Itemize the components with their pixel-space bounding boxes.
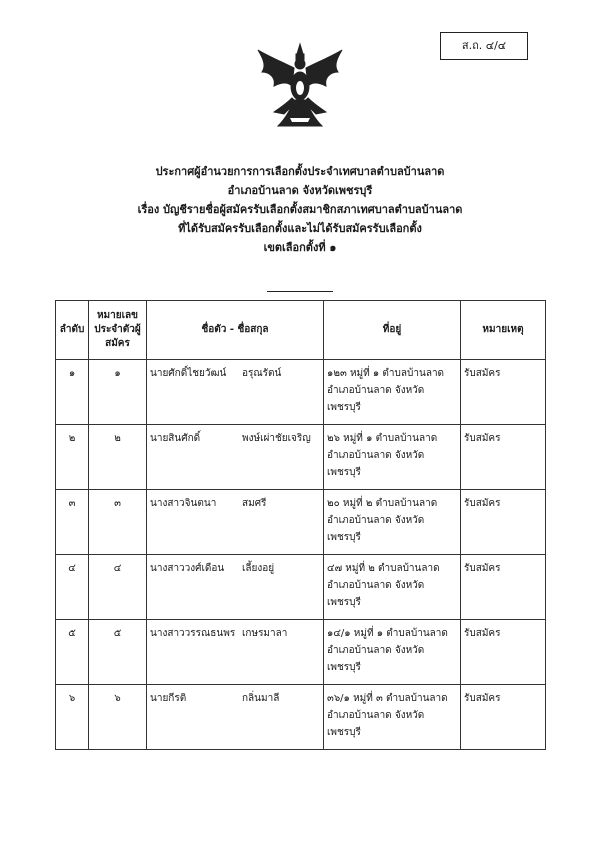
row-remark: รับสมัคร (461, 425, 546, 490)
heading-divider (267, 291, 333, 292)
heading-line-4: ที่ได้รับสมัครรับเลือกตั้งและไม่ได้รับสมัครรับเลือกตั้ง (178, 222, 422, 235)
heading-line-1: ประกาศผู้อำนวยการการเลือกตั้งประจำเทศบาลตำบลบ้านลาด (155, 165, 445, 178)
row-address: ๑๔/๑ หมู่ที่ ๑ ตำบลบ้านลาด อำเภอบ้านลาด จังหวัดเพชรบุรี (324, 620, 461, 685)
row-remark: รับสมัคร (461, 620, 546, 685)
table-row (56, 685, 546, 750)
last-name: เลี้ยงอยู่ (242, 563, 275, 574)
row-remark: รับสมัคร (461, 360, 546, 425)
row-name (147, 360, 324, 425)
table-header-row (56, 301, 546, 360)
row-address: ๔๗ หมู่ที่ ๒ ตำบลบ้านลาด อำเภอบ้านลาด จังหวัดเพชรบุรี (324, 555, 461, 620)
row-remark: รับสมัคร (461, 490, 546, 555)
row-name (147, 425, 324, 490)
first-name: นางสาวจินตนา (150, 498, 217, 509)
heading-line-3: เรื่อง บัญชีรายชื่อผู้สมัครรับเลือกตั้งสมาชิกสภาเทศบาลตำบลบ้านลาด (137, 203, 463, 216)
row-number: ๑ (89, 360, 147, 425)
row-address: ๒๐ หมู่ที่ ๒ ตำบลบ้านลาด อำเภอบ้านลาด จังหวัดเพชรบุรี (324, 490, 461, 555)
last-name: กลิ่นมาลี (242, 693, 280, 704)
table-row (56, 360, 546, 425)
row-order: ๒ (56, 425, 89, 490)
table-row (56, 425, 546, 490)
row-order: ๔ (56, 555, 89, 620)
col-order-header: ลำดับ (56, 301, 89, 360)
row-address: ๓๖/๑ หมู่ที่ ๓ ตำบลบ้านลาด อำเภอบ้านลาด จังหวัดเพชรบุรี (324, 685, 461, 750)
row-order: ๑ (56, 360, 89, 425)
row-name (147, 490, 324, 555)
row-number: ๒ (89, 425, 147, 490)
table-row (56, 555, 546, 620)
row-number: ๕ (89, 620, 147, 685)
last-name: อรุณรัตน์ (242, 368, 282, 379)
last-name: สมศรี (242, 498, 267, 509)
row-name (147, 685, 324, 750)
table-row (56, 620, 546, 685)
row-address: ๑๒๓ หมู่ที่ ๑ ตำบลบ้านลาด อำเภอบ้านลาด จังหวัดเพชรบุรี (324, 360, 461, 425)
row-order: ๖ (56, 685, 89, 750)
row-number: ๓ (89, 490, 147, 555)
row-name (147, 620, 324, 685)
row-number: ๔ (89, 555, 147, 620)
col-number-header: หมายเลขประจำตัวผู้สมัคร (89, 301, 147, 360)
col-remark-header: หมายเหตุ (461, 301, 546, 360)
col-name-header: ชื่อตัว - ชื่อสกุล (147, 301, 324, 360)
heading-line-2: อำเภอบ้านลาด จังหวัดเพชรบุรี (227, 184, 373, 197)
garuda-emblem-icon (254, 42, 346, 128)
col-address-header: ที่อยู่ (324, 301, 461, 360)
candidate-table (55, 300, 546, 750)
row-order: ๓ (56, 490, 89, 555)
last-name: เกษรมาลา (242, 628, 288, 639)
row-address: ๒๖ หมู่ที่ ๑ ตำบลบ้านลาด อำเภอบ้านลาด จังหวัดเพชรบุรี (324, 425, 461, 490)
table-row (56, 490, 546, 555)
last-name: พงษ์เผ่าชัยเจริญ (242, 433, 311, 444)
form-code-box: ส.ถ. ๔/๔ (440, 32, 528, 60)
row-remark: รับสมัคร (461, 685, 546, 750)
first-name: นายสินศักดิ์ (150, 433, 201, 444)
first-name: นางสาววงศ์เดือน (150, 563, 225, 574)
announcement-heading (100, 162, 500, 257)
row-remark: รับสมัคร (461, 555, 546, 620)
first-name: นายกีรติ (150, 693, 187, 704)
heading-line-5: เขตเลือกตั้งที่ ๑ (263, 241, 337, 254)
row-name (147, 555, 324, 620)
row-order: ๕ (56, 620, 89, 685)
first-name: นางสาววรรณธนพร (150, 628, 236, 639)
row-number: ๖ (89, 685, 147, 750)
first-name: นายศักดิ์ไชยวัฒน์ (150, 368, 227, 379)
